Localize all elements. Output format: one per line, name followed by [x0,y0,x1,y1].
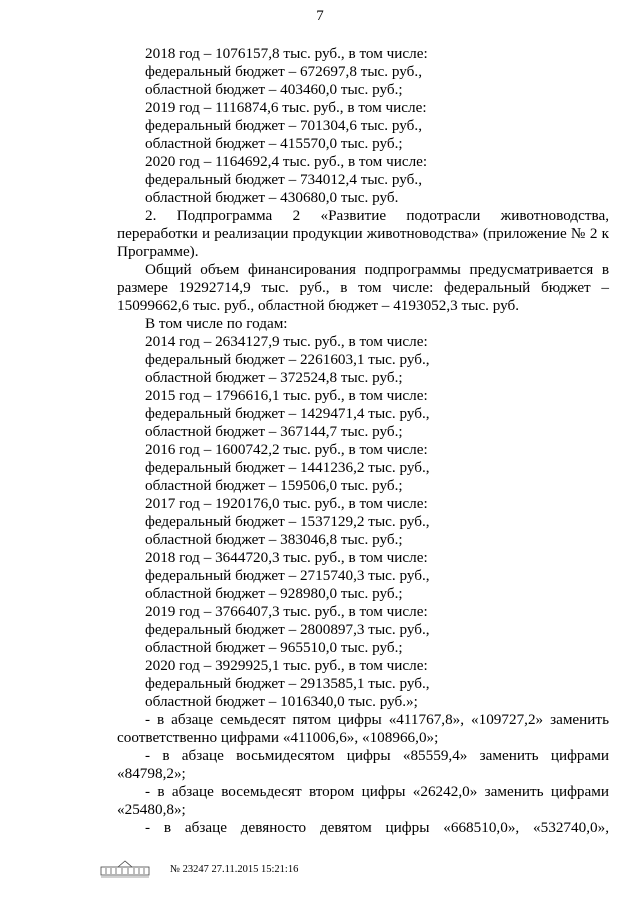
page-number: 7 [316,8,324,24]
paragraph-line: размере 19292714,9 тыс. руб., в том числе: федеральный бюджет – [117,279,609,296]
text-line: 2019 год – 1116874,6 тыс. руб., в том числе: [145,99,427,116]
text-line: 2017 год – 1920176,0 тыс. руб., в том числе: [145,495,428,512]
text-line: 2019 год – 3766407,3 тыс. руб., в том числе: [145,603,428,620]
footer [100,858,298,880]
text-line: федеральный бюджет – 734012,4 тыс. руб., [145,171,423,188]
text-line: областной бюджет – 159506,0 тыс. руб.; [145,477,403,494]
document-registration-stamp: № 23247 27.11.2015 15:21:16 [170,863,299,875]
paragraph-line: 15099662,6 тыс. руб., областной бюджет – 4193052,3 тыс. руб. [117,297,520,314]
government-building-stamp-icon [100,859,150,879]
amendment-line: «25480,8»; [117,801,186,818]
amendment-line: - в абзаце восьмидесятом цифры «85559,4» заменить цифрами [145,747,609,764]
amendment-line: соответственно цифрами «411006,6», «108966,0»; [117,729,439,746]
paragraph-line: переработки и реализации продукции животноводства» (приложение № 2 к [117,225,609,242]
text-line: областной бюджет – 965510,0 тыс. руб.; [145,639,403,656]
text-line: областной бюджет – 415570,0 тыс. руб.; [145,135,403,152]
text-line: областной бюджет – 403460,0 тыс. руб.; [145,81,403,98]
text-line: федеральный бюджет – 672697,8 тыс. руб., [145,63,423,80]
subheading: В том числе по годам: [145,315,288,332]
text-line: 2018 год – 3644720,3 тыс. руб., в том числе: [145,549,428,566]
text-line: областной бюджет – 383046,8 тыс. руб.; [145,531,403,548]
amendment-line: - в абзаце восемьдесят втором цифры «26242,0» заменить цифрами [145,783,609,800]
amendment-line: - в абзаце девяносто девятом цифры «668510,0», «532740,0», [145,819,609,836]
amendment-line: - в абзаце семьдесят пятом цифры «411767,8», «109727,2» заменить [145,711,609,728]
text-line: федеральный бюджет – 1537129,2 тыс. руб., [145,513,430,530]
text-line: 2016 год – 1600742,2 тыс. руб., в том числе: [145,441,428,458]
text-line: федеральный бюджет – 2715740,3 тыс. руб., [145,567,430,584]
text-line: 2014 год – 2634127,9 тыс. руб., в том числе: [145,333,428,350]
text-line: областной бюджет – 372524,8 тыс. руб.; [145,369,403,386]
text-line: федеральный бюджет – 1429471,4 тыс. руб., [145,405,430,422]
text-line: федеральный бюджет – 2913585,1 тыс. руб., [145,675,430,692]
text-line: федеральный бюджет – 701304,6 тыс. руб., [145,117,423,134]
text-line: областной бюджет – 1016340,0 тыс. руб.»; [145,693,418,710]
text-line: 2015 год – 1796616,1 тыс. руб., в том числе: [145,387,428,404]
text-line: 2020 год – 3929925,1 тыс. руб., в том числе: [145,657,428,674]
paragraph-line: Программе). [117,243,199,260]
amendment-line: «84798,2»; [117,765,186,782]
text-line: федеральный бюджет – 2800897,3 тыс. руб., [145,621,430,638]
text-line: областной бюджет – 430680,0 тыс. руб. [145,189,399,206]
text-line: областной бюджет – 928980,0 тыс. руб.; [145,585,403,602]
paragraph-line: 2. Подпрограмма 2 «Развитие подотрасли животноводства, [145,207,609,224]
text-line: 2018 год – 1076157,8 тыс. руб., в том числе: [145,45,428,62]
text-line: областной бюджет – 367144,7 тыс. руб.; [145,423,403,440]
text-line: федеральный бюджет – 2261603,1 тыс. руб., [145,351,430,368]
text-line: 2020 год – 1164692,4 тыс. руб., в том числе: [145,153,428,170]
text-line: федеральный бюджет – 1441236,2 тыс. руб., [145,459,430,476]
paragraph-line: Общий объем финансирования подпрограммы предусматривается в [145,261,609,278]
